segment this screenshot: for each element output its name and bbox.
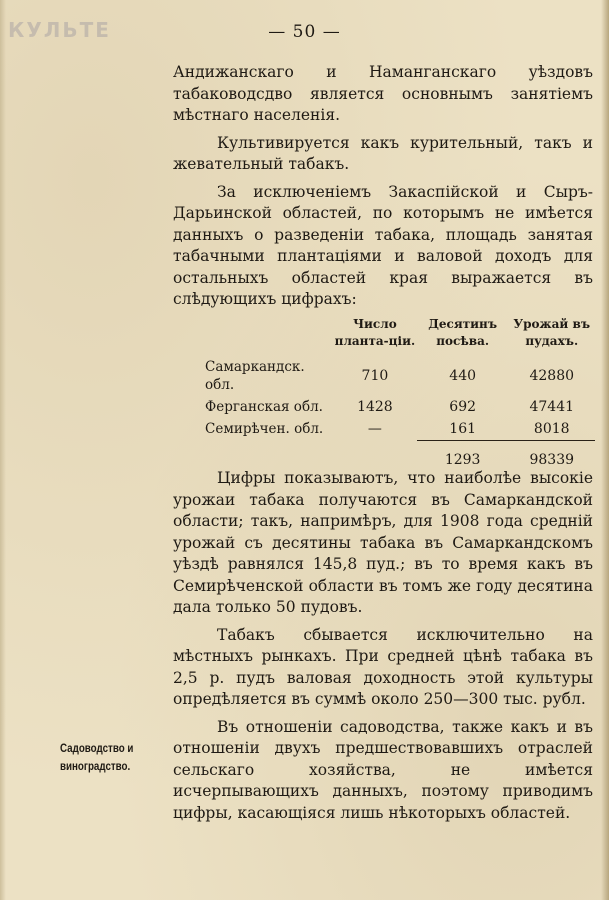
table-cell-region: Самаркандск. обл. (205, 359, 305, 393)
table-cell-plantations: — (367, 421, 382, 438)
table-total-desyatins: 1293 (417, 441, 509, 472)
page-number: — 50 — (268, 22, 341, 42)
table-cell-plantations: 1428 (357, 399, 393, 415)
table-header-harvest: Урожай въ пудахъ. (513, 317, 591, 348)
margin-note: Садоводство и виноградство. (60, 743, 134, 773)
table-cell-plantations: 710 (361, 368, 389, 384)
table-cell-desyatins: 692 (449, 399, 477, 415)
table-cell-region: Ферганская обл. (205, 399, 323, 415)
stamp-text: КУЛЬТЕ (8, 18, 111, 42)
page-edge-left (0, 0, 6, 900)
paragraph: Табакъ сбывается исключительно на мѣстныхъ рынкахъ. При средней цѣнѣ табака въ 2,5 р. пудъ валовая доходность этой культуры опредѣляется въ суммѣ около 250—300 тыс. рубл. (173, 625, 593, 708)
tobacco-table (205, 316, 595, 471)
table-cell-empty (205, 441, 333, 472)
paragraph: Въ отношеніи садоводства, также какъ и въ отношеніи двухъ предшествовавшихъ отраслей сельскаго хозяйства, не имѣется исчерпывающихъ данныхъ, поэтому приводимъ цифры, касающіяся лишь нѣкоторыхъ областей. (173, 717, 593, 822)
table-cell-harvest: 42880 (529, 368, 575, 384)
table-header-plantations: Число планта-ціи. (334, 317, 416, 348)
table-cell-desyatins: 440 (449, 368, 477, 384)
table-cell-harvest: 47441 (529, 399, 575, 415)
table-cell-empty (333, 441, 417, 472)
table-header-desyatins: Десятинъ посѣва. (428, 317, 498, 348)
table-total-row (205, 441, 595, 472)
table-total-harvest: 98339 (508, 441, 595, 472)
table-cell-harvest: 8018 (533, 421, 570, 437)
paragraph: Цифры показываютъ, что наиболѣе высокіе урожаи табака получаются въ Самаркандской области; такъ, напримѣръ, для 1908 года средній урожай съ десятины табака въ Самаркандскомъ уѣздѣ равнялся 145,8 пуд.; въ то время какъ въ Семирѣченской области въ томъ же году десятина дала только 50 пудовъ. (173, 469, 593, 616)
table-row (205, 356, 595, 396)
table-cell-region: Семирѣчен. обл. (205, 421, 324, 438)
body-text (173, 62, 593, 317)
paragraph: Культивируется какъ курительный, такъ и жевательный табакъ. (173, 133, 593, 173)
paragraph: Андижанскаго и Наманганскаго уѣздовъ табаководсдво является основнымъ занятіемъ мѣстнаго населенія. (173, 63, 593, 124)
body-text-continued (173, 468, 593, 830)
table-cell-desyatins: 161 (449, 421, 477, 437)
table-row (205, 396, 595, 418)
table-row (205, 418, 595, 441)
page-edge-right (601, 0, 609, 900)
table-header-region (205, 316, 333, 356)
paragraph: За исключеніемъ Закаспійской и Сыръ-Дарьинской областей, по которымъ не имѣется данныхъ о разведеніи табака, площадь занятая табачными плантаціями и валовой доходъ для остальныхъ областей края выражается въ слѣдующихъ цифрахъ: (173, 182, 593, 308)
